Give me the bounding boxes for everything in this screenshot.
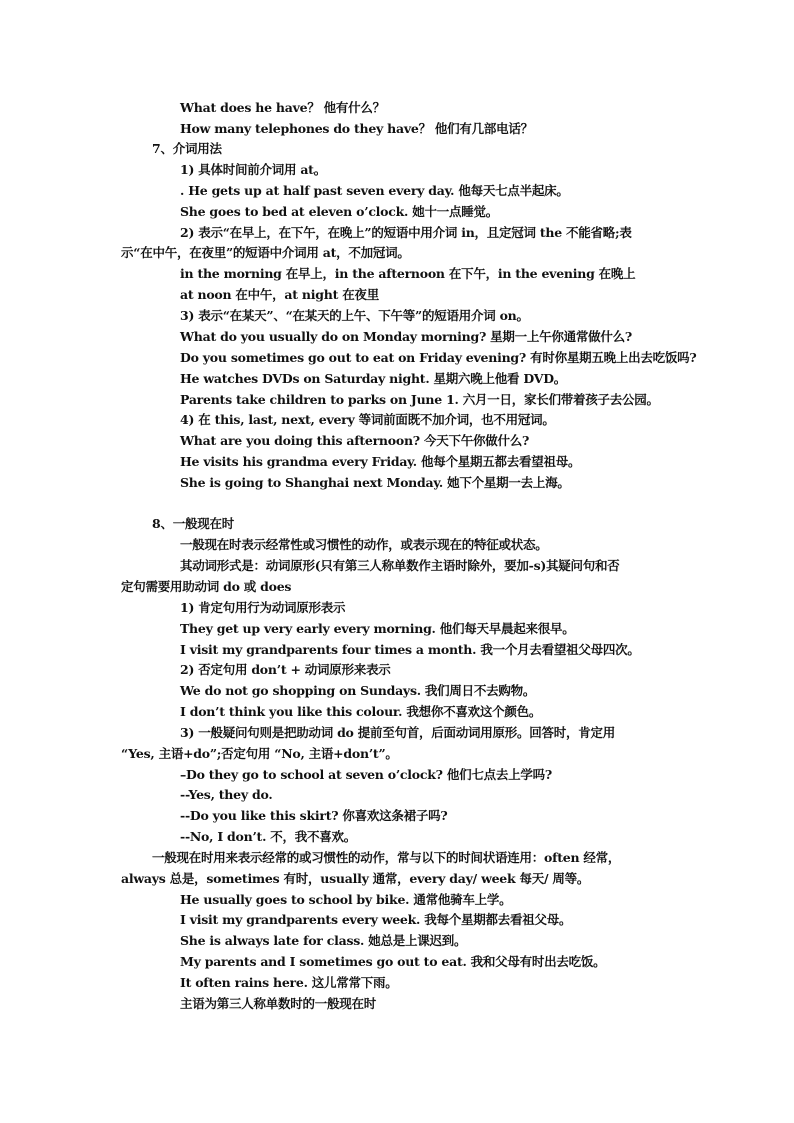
rule-text: always 总是，sometimes 有时，usually 通常，every day/ week 每天/ 周等。	[121, 871, 590, 886]
rule-text: 定句需要用助动词 do 或 does	[121, 579, 292, 594]
rule-text: 4) 在 this, last, next, every 等词前面既不加介词，也不用冠词。	[180, 412, 555, 427]
example-sentence: Do you sometimes go out to eat on Friday evening? 有时你星期五晚上出去吃饭吗?	[180, 350, 697, 365]
rule-text: 2) 表示“在早上，在下午，在晚上”的短语中用介词 in，且定冠词 the 不能省略;表	[180, 225, 632, 240]
section-heading: 8、一般现在时	[152, 516, 234, 531]
example-sentence: How many telephones do they have？ 他们有几部电话？	[180, 121, 533, 136]
example-sentence: I visit my grandparents four times a month. 我一个月去看望祖父母四次。	[180, 642, 640, 657]
rule-text: 一般现在时表示经常性或习惯性的动作，或表示现在的特征或状态。	[180, 537, 548, 552]
example-sentence: What does he have？ 他有什么？	[180, 100, 385, 115]
section-heading: 7、介词用法	[152, 141, 222, 156]
example-sentence: She is going to Shanghai next Monday. 她下个星期一去上海。	[180, 475, 570, 490]
rule-text: 1) 肯定句用行为动词原形表示	[180, 600, 346, 615]
example-sentence: It often rains here. 这儿常常下雨。	[180, 975, 398, 990]
rule-text: 1) 具体时间前介词用 at。	[180, 162, 326, 177]
example-sentence: I don’t think you like this colour. 我想你不喜欢这个颜色。	[180, 704, 542, 719]
rule-text: 3) 一般疑问句则是把助动词 do 提前至句首，后面动词用原形。回答时，肯定用	[180, 725, 615, 740]
example-sentence: --No, I don’t. 不，我不喜欢。	[180, 829, 357, 844]
example-sentence: I visit my grandparents every week. 我每个星期都去看祖父母。	[180, 912, 572, 927]
rule-text: 主语为第三人称单数时的一般现在时	[180, 996, 377, 1011]
rule-text: “Yes, 主语+do”;否定句用 “No, 主语+don’t”。	[121, 746, 398, 761]
example-sentence: She goes to bed at eleven o’clock. 她十一点睡觉。	[180, 204, 498, 219]
example-sentence: Parents take children to parks on June 1. 六月一日，家长们带着孩子去公园。	[180, 392, 659, 407]
example-sentence: What are you doing this afternoon? 今天下午你做什么?	[180, 433, 530, 448]
example-sentence: . He gets up at half past seven every day. 他每天七点半起床。	[180, 183, 569, 198]
example-sentence: at noon 在中午，at night 在夜里	[180, 287, 379, 302]
example-sentence: She is always late for class. 她总是上课迟到。	[180, 933, 467, 948]
example-sentence: --Yes, they do.	[180, 787, 273, 802]
rule-text: 示“在中午，在夜里”的短语中介词用 at，不加冠词。	[121, 245, 410, 260]
example-sentence: They get up very early every morning. 他们每天早晨起来很早。	[180, 621, 575, 636]
rule-text: 一般现在时用来表示经常的或习惯性的动作，常与以下的时间状语连用：often 经常，	[152, 850, 621, 865]
rule-text: 其动词形式是：动词原形(只有第三人称单数作主语时除外，要加-s)其疑问句和否	[180, 558, 620, 573]
rule-text: 3) 表示“在某天”、“在某天的上午、下午等”的短语用介词 on。	[180, 308, 529, 323]
example-sentence: We do not go shopping on Sundays. 我们周日不去购物。	[180, 683, 536, 698]
example-sentence: --Do you like this skirt? 你喜欢这条裙子吗?	[180, 808, 448, 823]
example-sentence: in the morning 在早上，in the afternoon 在下午，in the evening 在晚上	[180, 266, 636, 281]
example-sentence: What do you usually do on Monday morning? 星期一上午你通常做什么?	[180, 329, 632, 344]
example-sentence: My parents and I sometimes go out to eat. 我和父母有时出去吃饭。	[180, 954, 606, 969]
example-sentence: He watches DVDs on Saturday night. 星期六晚上他看 DVD。	[180, 371, 567, 386]
example-sentence: –Do they go to school at seven o’clock? 他们七点去上学吗?	[180, 767, 552, 782]
example-sentence: He usually goes to school by bike. 通常他骑车上学。	[180, 892, 512, 907]
example-sentence: He visits his grandma every Friday. 他每个星期五都去看望祖母。	[180, 454, 581, 469]
rule-text: 2) 否定句用 don’t + 动词原形来表示	[180, 662, 391, 677]
